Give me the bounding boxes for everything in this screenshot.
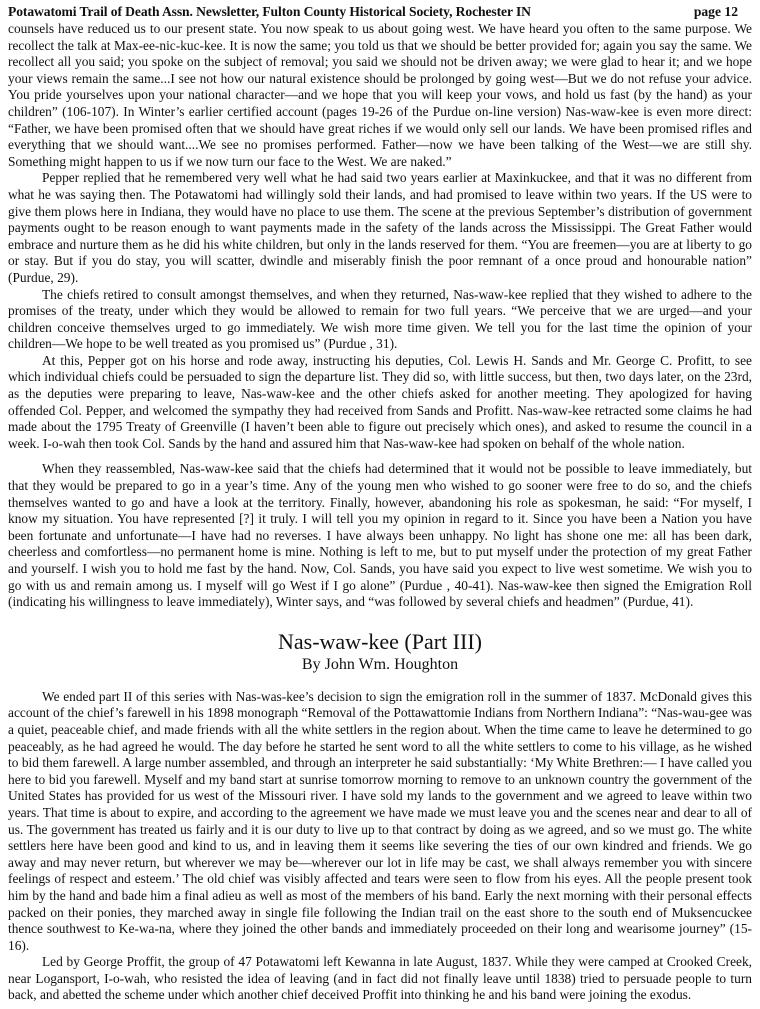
paragraph-pepper-rides-away: At this, Pepper got on his horse and rode away, instructing his deputies, Col. Lewis H. Sands and Mr. George C. Profitt, to see which individual chiefs could be persuaded to sign the departure list. They did so, with little success, but then, two days later, on the 23rd, as the deputies were preparing to leave, Nas-waw-kee and the other chiefs asked for another meeting. They apologized for having offended Col. Pepper, and welcomed the sympathy they had received from Sands and Profitt. Nas-waw-kee retracted some claims he had made about the 1795 Treaty of Greenville (I haven’t been able to figure out precisely which ones), and asked to resume the council in a week. I-o-wah then took Col. Sands by the hand and assured him that Nas-waw-kee had spoken on behalf of the whole nation. (8, 352, 752, 451)
paragraph-reassembled: When they reassembled, Nas-waw-kee said that the chiefs had determined that it would not be possible to leave immediately, but that they would be prepared to go in a year’s time. Any of the young men who wished to go sooner were free to do so, and the chiefs themselves wanted to go and have a look at the territory. Finally, however, abandoning his role as spokesman, he said: “For myself, I know my situation. You have represented [?] it truly. I will tell you my opinion in regard to it. Since you have been a Nation you have been fortunate and unfortunate—I have had no reverses. I have always been unhappy. No light has shone one me: all has been dark, cheerless and comfortless—no permanent home is mine. Nothing is left to me, but to put myself under the protection of my great Father and yourself. I wish you to hold me fast by the hand. Now, Col. Sands, you have said you expect to live west sometime. We wish you to go with us and remain among us. I myself will go West if I go alone” (Purdue , 40-41). Nas-waw-kee then signed the Emigration Roll (indicating his willingness to leave immediately), Winter says, and “was followed by several chiefs and headmen” (Purdue, 41). (8, 461, 752, 610)
article-byline: By John Wm. Houghton (301, 655, 459, 673)
paragraph-farewell: We ended part II of this series with Nas-was-kee’s decision to sign the emigration roll in the summer of 1837. McDonald gives this account of the chief’s farewell in his 1898 monograph “Removal of the Pottawattomie Indians from Northern Indiana”: “Nas-wau-gee was a quiet, peaceable chief, and made friends with all the white settlers in the region about. When the time came to leave he determined to go peaceably, as he had agreed he would. The day before he started he sent word to all the white settlers to come to his village, as he wished to bid them farewell. A large number assembled, and through an interpreter he said substantially: ‘My White Brethren:— I have called you here to bid you farewell. Myself and my band start at sunrise tomorrow morning to remove to an unknown country the government of the United States has provided for us west of the Missouri river. I have sold my lands to the government and we agreed to leave within two years. That time is about to expire, and according to the agreement we have made we must leave you and the scenes near and dear to all of us. The government has treated us fairly and it is our duty to live up to that contract by doing as we agreed, and so we must go. The white settlers here have been good and kind to us, and in leaving them it seems like severing the ties of our own kindred and friends. We go away and may never return, but wherever we may be—wherever our lot in life may be cast, we shall always remember you with sincere feelings of respect and esteem.’ The old chief was visibly affected and tears were seen to flow from his eyes. All the people present took him by the hand and bade him a final adieu as well as most of the members of his band. Early the next morning with their personal effects packed on their ponies, they marched away in single file following the Indian trail on the east shore to the south end of Muksencuckee thence southwest to Ke-wa-na, where they joined the other bands and immediately proceeded on their long and wearisome journey” (15-16). (8, 688, 752, 953)
article-heading (8, 629, 752, 675)
paragraph-continued: counsels have reduced us to our present state. You now speak to us about going west. We have heard you often to the same purpose. We recollect the talk at Max-ee-nic-kuc-kee. It is now the same; you told us that we should be better provided for; again you say the same. We recollect all you said; you spoke on the subject of removal; you said we should not be driven away; we were glad to hear it; and we hope your views remain the same...I see not how our natural existence should be prolonged by going west—But we do not refuse your advice. You pride yourselves upon your national character—and we hope that you will keep your vows, and hold us fast (by the hand) as your children” (106-107). In Winter’s earlier certified account (pages 19-26 of the Purdue on-line version) Nas-waw-kee is even more direct: “Father, we have been promised often that we should have great riches if we would only sell our lands. We have been promised rifles and everything that we should want....We see no promises performed. Father—now we have been talking of the West—we are still shy. Something might happen to us if we now turn our face to the West. We are naked.” (8, 21, 752, 169)
newsletter-title: Potawatomi Trail of Death Assn. Newsletter, Fulton County Historical Society, Rochester IN (8, 4, 531, 19)
paragraph-gap (8, 452, 752, 461)
paragraph-chiefs-consult: The chiefs retired to consult amongst themselves, and when they returned, Nas-waw-kee replied that they wished to adhere to the promises of the treaty, under which they would be allowed to remain for two full years. “We perceive that we are urged—and your children conceive themselves urged to go immediately. We wish more time given. We tell you for the last time the opinion of your children—We hope to be well treated as you promised us” (Purdue , 31). (8, 286, 752, 352)
paragraph-proffit: Led by George Proffit, the group of 47 Potawatomi left Kewanna in late August, 1837. While they were camped at Crooked Creek, near Logansport, I-o-wah, who resisted the idea of leaving (and in fact did not finally leave until 1838) tried to persuade people to turn back, and abetted the scheme under which another chief deceived Proffit into thinking he and his band were joining the exodus. (8, 954, 752, 1003)
page-number: page 12 (693, 4, 738, 19)
paragraph-pepper-reply: Pepper replied that he remembered very well what he had said two years earlier at Maxinkuckee, and that it was no different from what he was saying then. The Potawatomi had willingly sold their lands, and had promised to leave within two years. If the US were to give them plows here in Indiana, they would have no place to use them. The scene at the previous September’s distribution of government payments ought to be reason enough to want payments made in the safety of the lands across the Mississippi. The Great Father would embrace and nurture them as he did his white children, but only in the lands reserved for them. “You are freemen—you are at liberty to go or stay. But if you do stay, you will scatter, dwindle and miserably finish the poor remnant of a once proud and honourable nation” (Purdue, 29). (8, 170, 752, 285)
page-header (8, 3, 752, 20)
article-title: Nas-waw-kee (Part III) (277, 628, 482, 654)
